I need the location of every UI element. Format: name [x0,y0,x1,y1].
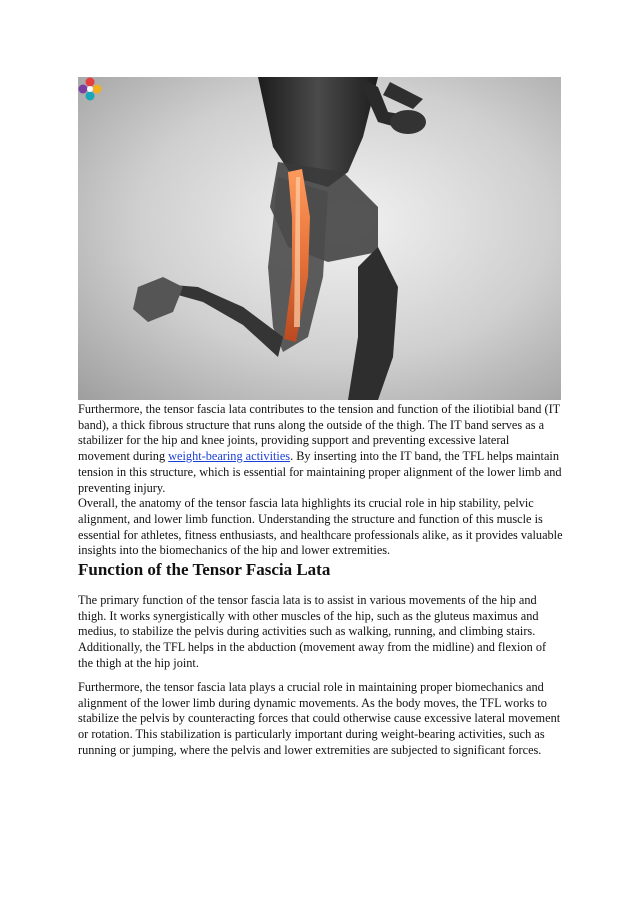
intro-paragraph-1 [78,402,563,496]
intro-text-block [78,402,563,559]
function-p1-text: The primary function of the tensor fascia lata is to assist in various movements of the hip and thigh. It works synergistically with other muscles of the hip, such as the gluteus maximus and medius, to stabilize the pelvis during activities such as walking, running, and climbing stairs. Additionally, the TFL helps in the abduction (movement away from the midline) and flexion of the thigh at the hip joint. [78,593,547,670]
function-paragraph-2 [78,680,563,759]
anatomy-figure [78,77,561,400]
intro-p1-text-after: . By inserting into the IT band, the TFL helps maintain tension in this structure, which is essential for maintaining proper alignment of the lower limb and preventing injury. [78,449,562,495]
weight-bearing-activities-link[interactable]: weight-bearing activities [168,449,291,464]
runner-illustration [78,77,561,400]
function-p2-text: Furthermore, the tensor fascia lata plays a crucial role in maintaining proper biomechanics and alignment of the lower limb during dynamic movements. As the body moves, the TFL works to stabilize the pelvis by counteracting forces that could otherwise cause excessive lateral movement or rotation. This stabilization is particularly important during weight-bearing activities, such as running or jumping, where the pelvis and lower extremities are subjected to significant forces. [78,680,561,757]
function-paragraph-1 [78,593,563,672]
intro-paragraph-2: Overall, the anatomy of the tensor fascia lata highlights its crucial role in hip stability, pelvic alignment, and lower limb function. Understanding the structure and function of this muscle is essential for athletes, fitness enthusiasts, and healthcare professionals alike, as it provides valuable insights into the biomechanics of the hip and lower extremities. [78,496,563,558]
intro-p1-text-before: Furthermore, the tensor fascia lata contributes to the tension and function of the iliotibial band (IT band), a thick fibrous structure that runs along the outside of the thigh. The IT band serves as a stabilizer for the hip and knee joints, providing support and preventing excessive lateral movement during [78,402,560,464]
brand-logo-icon [78,77,102,101]
section-heading: Function of the Tensor Fascia Lata [78,560,331,579]
